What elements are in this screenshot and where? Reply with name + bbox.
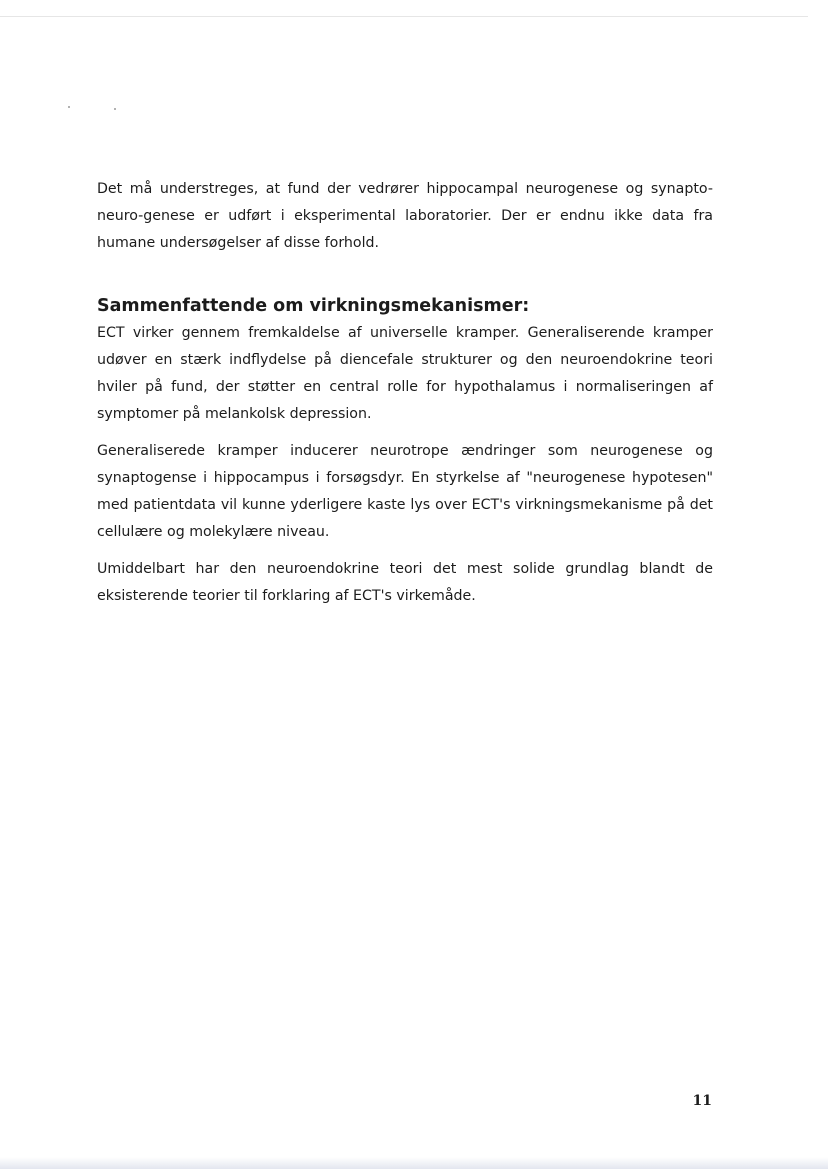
section-paragraph: ECT virker gennem fremkaldelse af universelle kramper. Generaliserende kramper udøver en stærk indflydelse på diencefale strukturer og den neuroendokrine teori hviler på fund, der støtter en central rolle for hypothalamus i normaliseringen af symptomer på melankolsk depression. (97, 325, 713, 422)
scan-artifact-dot (68, 106, 70, 108)
summary-section (97, 293, 713, 610)
scan-edge-shade (0, 1157, 828, 1169)
top-divider (0, 16, 808, 17)
scan-artifact-dot (114, 108, 116, 110)
section-paragraph: Umiddelbart har den neuroendokrine teori det mest solide grundlag blandt de eksisterende teorier til forklaring af ECT's virkemåde. (97, 561, 713, 604)
body-text (97, 176, 713, 610)
intro-paragraph: Det må understreges, at fund der vedrører hippocampal neurogenese og synapto-neuro-genese er udført i eksperimental laboratorier. Der er endnu ikke data fra humane undersøgelser af disse forhold. (97, 181, 713, 251)
section-heading: Sammenfattende om virkningsmekanismer: (97, 296, 530, 316)
section-paragraph: Generaliserede kramper inducerer neurotrope ændringer som neurogenese og synaptogense i hippocampus i forsøgsdyr. En styrkelse af "neurogenese hypotesen" med patientdata vil kunne yderligere kaste lys over ECT's virkningsmekanisme på det cellulære og molekylære niveau. (97, 443, 713, 540)
page-number: 11 (692, 1093, 712, 1109)
